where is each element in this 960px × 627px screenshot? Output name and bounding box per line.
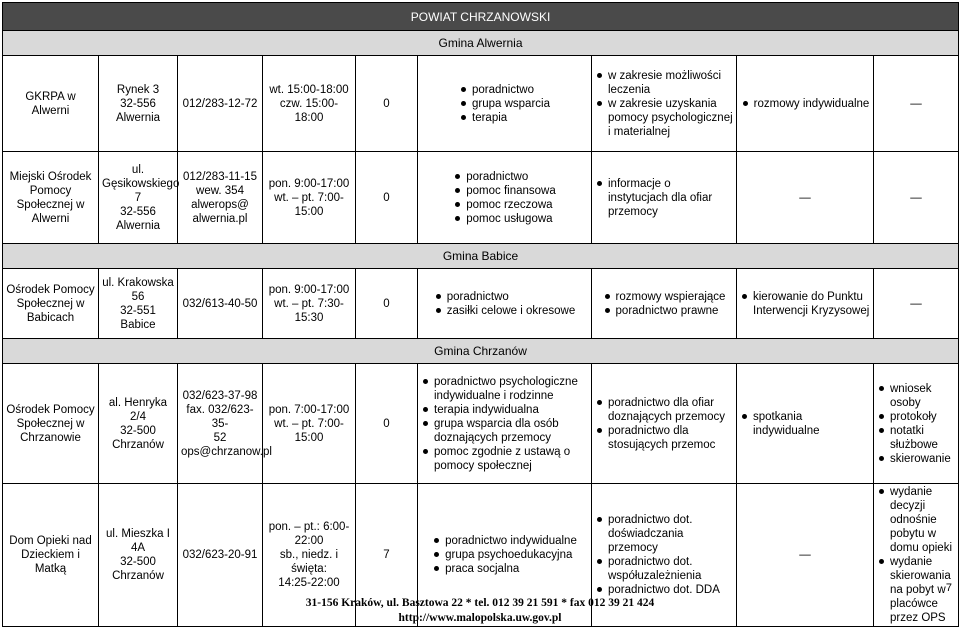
contact-cell-line: 032/623-20-91 xyxy=(182,549,258,561)
other-cell-line: — xyxy=(799,549,811,561)
address-cell-line: 32-556 Alwernia xyxy=(115,97,161,124)
table-row xyxy=(3,56,959,152)
forms-cell-list xyxy=(434,290,575,318)
bullet-item: terapia indywidualna xyxy=(421,403,588,417)
powiat-header: POWIAT CHRZANOWSKI xyxy=(3,3,959,31)
scope-cell-wrap xyxy=(595,69,733,139)
address-cell-line: 32-556 Alwernia xyxy=(115,205,161,232)
address-cell-line: Rynek 3 xyxy=(116,83,160,96)
page-number: 7 xyxy=(945,582,952,594)
contact-cell xyxy=(178,269,263,339)
bullet-item: poradnictwo dot. współuzależnienia xyxy=(595,555,733,583)
table-row xyxy=(3,269,959,339)
bullet-item: notatki służbowe xyxy=(877,424,955,452)
forms-cell-wrap xyxy=(421,290,588,318)
hours-cell xyxy=(263,152,356,244)
contact-cell-line: 012/283-11-15 xyxy=(183,170,257,183)
contact-cell-line: 032/613-40-50 xyxy=(182,297,258,310)
bullet-item: poradnictwo prawne xyxy=(603,304,726,318)
scope-cell-wrap xyxy=(595,513,733,597)
contact-cell-line: wew. 354 xyxy=(196,184,244,197)
institution-name: GKRPA w Alwerni xyxy=(3,56,99,152)
bullet-item: poradnictwo xyxy=(453,170,556,184)
hours-cell-line: wt. – pt. 7:00-15:00 xyxy=(274,417,344,444)
address-cell xyxy=(99,364,178,484)
bullet-item: wydanie skierowania na pobyt w placówce przez OPS xyxy=(877,555,955,625)
bullet-item: wydanie decyzji odnośnie pobytu w domu opieki xyxy=(877,485,955,555)
institution-name: Dom Opieki nad Dzieckiem i Matką xyxy=(3,484,99,627)
bullet-item: zasiłki celowe i okresowe xyxy=(434,304,575,318)
contact-cell xyxy=(178,364,272,484)
docs-cell-line: — xyxy=(910,191,922,204)
forms-cell-list xyxy=(459,83,550,125)
forms-cell xyxy=(418,152,592,244)
scope-cell-wrap xyxy=(595,177,733,219)
count-cell: 7 xyxy=(356,484,418,627)
hours-cell-line: 14:25-22:00 xyxy=(278,577,340,589)
powiat-header-row xyxy=(3,3,959,31)
institution-name: Miejski Ośrodek Pomocy Społecznej w Alwerni xyxy=(3,152,99,244)
hours-cell-line: pon. 9:00-17:00 xyxy=(268,283,350,296)
gmina-header: Gmina Babice xyxy=(3,244,959,269)
bullet-item: kierowanie do Punktu Interwencji Kryzysowej xyxy=(740,290,870,318)
address-cell-line: Chrzanów xyxy=(112,438,164,451)
address-cell-line: 32-500 xyxy=(120,556,156,568)
count-cell: 0 xyxy=(356,56,418,152)
bullet-item: w zakresie możliwości leczenia xyxy=(595,69,733,97)
docs-cell-line: — xyxy=(910,97,922,110)
gmina-header: Gmina Alwernia xyxy=(3,31,959,56)
bullet-item: w zakresie uzyskania pomocy psychologicznej i materialnej xyxy=(595,97,733,139)
address-cell-line: ul. Gęsikowskiego xyxy=(102,163,180,190)
address-cell xyxy=(99,269,178,339)
bullet-item: poradnictwo dla stosujących przemoc xyxy=(595,424,733,452)
bullet-item: grupa psychoedukacyjna xyxy=(432,548,577,562)
bullet-item: poradnictwo psychologiczne indywidualne i rodzinne xyxy=(421,375,588,403)
bullet-item: pomoc zgodnie z ustawą o pomocy społecznej xyxy=(421,445,588,473)
hours-cell-line: wt. – pt. 7:00-15:00 xyxy=(274,191,344,218)
bullet-item: poradnictwo xyxy=(459,83,550,97)
count-cell: 0 xyxy=(356,269,418,339)
footer xyxy=(0,596,960,626)
contact-cell-line: fax. 032/623-35- xyxy=(186,403,254,430)
bullet-item: poradnictwo xyxy=(434,290,575,304)
other-cell-list xyxy=(741,97,870,111)
docs-cell xyxy=(874,56,959,152)
institution-name: Ośrodek Pomocy Społecznej w Babicach xyxy=(3,269,99,339)
address-cell-line: 32-551 Babice xyxy=(120,304,156,331)
bullet-item: grupa wsparcia dla osób doznających przemocy xyxy=(421,417,588,445)
other-cell-line: — xyxy=(799,191,811,204)
address-cell-line: 7 xyxy=(134,191,142,204)
hours-cell-line: pon. – pt.: 6:00-22:00 xyxy=(268,521,350,547)
hours-cell-line: pon. 9:00-17:00 xyxy=(268,177,350,190)
docs-cell xyxy=(874,364,959,484)
forms-cell xyxy=(418,56,592,152)
scope-cell xyxy=(592,364,737,484)
address-cell-line: al. Henryka 2/4 xyxy=(108,396,168,423)
docs-cell-list xyxy=(877,382,955,466)
gmina-header-row xyxy=(3,339,959,364)
bullet-item: protokoły xyxy=(877,410,955,424)
forms-cell xyxy=(418,269,592,339)
address-cell xyxy=(99,56,178,152)
bullet-item: spotkania indywidualne xyxy=(740,410,870,438)
bullet-item: pomoc usługowa xyxy=(453,212,556,226)
other-cell xyxy=(737,269,874,339)
contact-cell-line: ops@chrzanow.pl xyxy=(181,445,272,458)
bullet-item: wniosek osoby xyxy=(877,382,955,410)
bullet-item: poradnictwo indywidualne xyxy=(432,534,577,548)
address-cell-line: Chrzanów xyxy=(112,570,164,582)
contact-cell xyxy=(178,152,263,244)
hours-cell xyxy=(263,269,356,339)
bullet-item: poradnictwo dla ofiar doznających przemocy xyxy=(595,396,733,424)
docs-cell xyxy=(874,152,959,244)
scope-cell-list xyxy=(595,69,733,139)
contact-cell-line: alwerops@ xyxy=(191,198,249,211)
forms-cell-list xyxy=(421,375,588,473)
other-cell xyxy=(737,56,874,152)
hours-cell xyxy=(263,364,356,484)
address-cell-line: ul. Mieszka I 4A xyxy=(106,528,170,554)
institution-name: Ośrodek Pomocy Społecznej w Chrzanowie xyxy=(3,364,99,484)
contact-cell-line: 012/283-12-72 xyxy=(182,97,258,110)
other-cell-wrap xyxy=(740,97,870,111)
scope-cell xyxy=(592,269,737,339)
address-cell-line: ul. Krakowska xyxy=(102,276,174,289)
bullet-item: grupa wsparcia xyxy=(459,97,550,111)
hours-cell-line: wt. – pt. 7:30-15:30 xyxy=(274,297,344,324)
docs-cell-wrap xyxy=(877,382,955,466)
forms-cell xyxy=(418,364,592,484)
footer-address: 31-156 Kraków, ul. Basztowa 22 * tel. 012 39 21 591 * fax 012 39 21 424 xyxy=(305,597,655,609)
contact-cell xyxy=(178,56,263,152)
docs-cell-line: — xyxy=(910,297,922,310)
docs-cell xyxy=(874,269,959,339)
table-row xyxy=(3,152,959,244)
count-cell: 0 xyxy=(356,152,418,244)
services-table xyxy=(2,2,959,627)
bullet-item: poradnictwo dot. doświadczania przemocy xyxy=(595,513,733,555)
other-cell-list xyxy=(740,410,870,438)
count-cell: 0 xyxy=(356,364,418,484)
address-cell-line: 32-500 xyxy=(120,424,156,437)
forms-cell-wrap xyxy=(421,534,588,576)
forms-cell-list xyxy=(453,170,556,226)
bullet-item: skierowanie xyxy=(877,452,955,466)
other-cell xyxy=(737,364,874,484)
contact-cell-line: 52 xyxy=(213,431,227,444)
scope-cell xyxy=(592,56,737,152)
bullet-item: praca socjalna xyxy=(432,562,577,576)
scope-cell-list xyxy=(595,177,733,219)
table-row xyxy=(3,364,959,484)
gmina-header-row xyxy=(3,31,959,56)
bullet-item: poradnictwo dot. DDA xyxy=(595,583,733,597)
address-cell xyxy=(99,152,178,244)
hours-cell-line: czw. 15:00-18:00 xyxy=(279,97,339,124)
hours-cell-line: sb., niedz. i święta: xyxy=(279,549,339,575)
scope-cell-wrap xyxy=(595,396,733,452)
address-cell-line: 56 xyxy=(131,290,145,303)
scope-cell-wrap xyxy=(595,290,733,318)
scope-cell-list xyxy=(595,513,733,597)
hours-cell-line: wt. 15:00-18:00 xyxy=(269,83,349,96)
other-cell-wrap xyxy=(740,290,870,318)
bullet-item: rozmowy indywidualne xyxy=(741,97,870,111)
hours-cell xyxy=(263,56,356,152)
bullet-item: pomoc finansowa xyxy=(453,184,556,198)
bullet-item: pomoc rzeczowa xyxy=(453,198,556,212)
gmina-header-row xyxy=(3,244,959,269)
scope-cell xyxy=(592,152,737,244)
contact-cell-line: alwernia.pl xyxy=(192,212,248,225)
contact-cell-line: 032/623-37-98 xyxy=(182,389,258,402)
hours-cell-line: pon. 7:00-17:00 xyxy=(268,403,350,416)
gmina-header: Gmina Chrzanów xyxy=(3,339,959,364)
footer-url: http://www.malopolska.uw.gov.pl xyxy=(398,612,562,624)
other-cell xyxy=(737,152,874,244)
bullet-item: terapia xyxy=(459,111,550,125)
forms-cell-list xyxy=(432,534,577,576)
scope-cell-list xyxy=(595,396,733,452)
other-cell-wrap xyxy=(740,410,870,438)
forms-cell-wrap xyxy=(421,375,588,473)
other-cell-list xyxy=(740,290,870,318)
bullet-item: rozmowy wspierające xyxy=(603,290,726,304)
forms-cell-wrap xyxy=(421,170,588,226)
forms-cell-wrap xyxy=(421,83,588,125)
scope-cell-list xyxy=(603,290,726,318)
bullet-item: informacje o instytucjach dla ofiar przemocy xyxy=(595,177,733,219)
